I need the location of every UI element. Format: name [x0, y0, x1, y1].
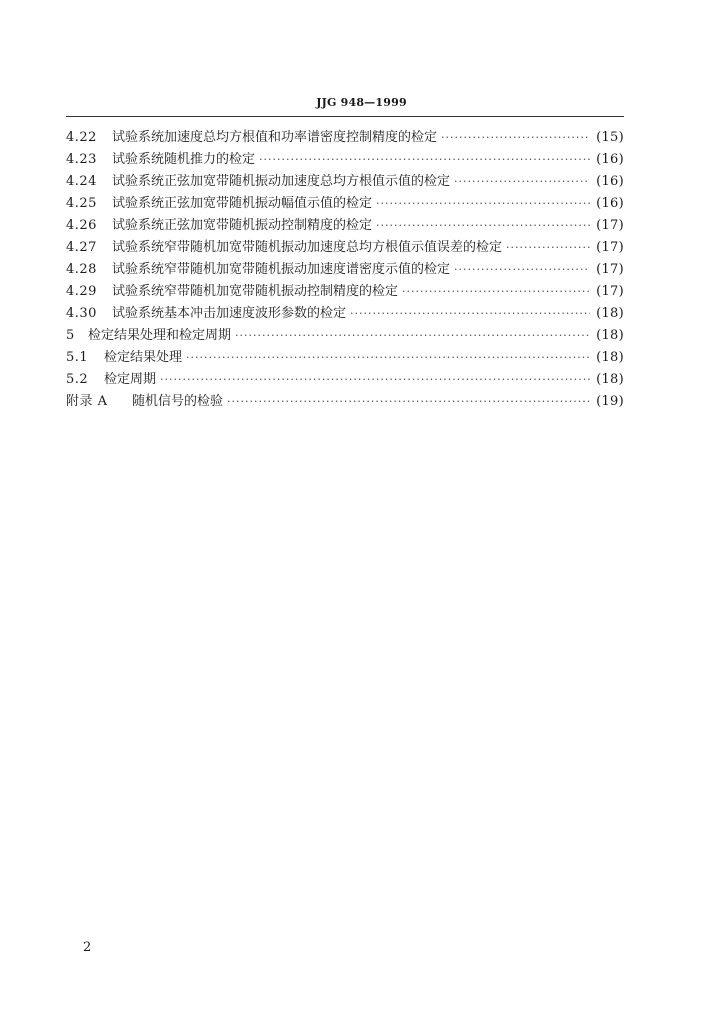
toc-entry-number: 4.29: [66, 284, 97, 299]
toc-entry-4-30[interactable]: [66, 303, 624, 325]
toc-entry-4-25[interactable]: [66, 193, 624, 215]
toc-entry-4-22[interactable]: [66, 127, 624, 149]
toc-entry-5[interactable]: [66, 325, 624, 347]
toc-entry-title: 检定结果处理和检定周期: [88, 328, 232, 343]
toc-entry-title: 试验系统加速度总均方根值和功率谱密度控制精度的检定: [112, 130, 438, 145]
toc-entry-number: 5.1: [66, 350, 89, 365]
toc-entry-number: 附录 A: [66, 394, 108, 409]
toc-entry-number: 4.22: [66, 130, 97, 145]
toc-entry-number: 4.27: [66, 240, 97, 255]
toc-entry-title: 随机信号的检验: [132, 394, 224, 409]
toc-entry-page: (18): [596, 372, 624, 387]
toc-leader-dots: [376, 215, 590, 237]
toc-entry-title: 试验系统基本冲击加速度波形参数的检定: [112, 306, 347, 321]
toc-entry-4-27[interactable]: [66, 237, 624, 259]
toc-entry-title: 试验系统随机推力的检定: [112, 152, 256, 167]
toc-entry-number: 5.2: [66, 372, 89, 387]
toc-entry-title: 试验系统正弦加宽带随机振动幅值示值的检定: [112, 196, 373, 211]
toc-entry-page: (17): [596, 240, 624, 255]
document-header-code: JJG 948—1999: [316, 96, 407, 109]
toc-leader-dots: [235, 325, 590, 347]
toc-entry-page: (16): [596, 174, 624, 189]
toc-entry-title: 试验系统窄带随机加宽带随机振动加速度谱密度示值的检定: [112, 262, 451, 277]
header-rule: [66, 116, 624, 117]
toc-entry-4-24[interactable]: [66, 171, 624, 193]
page-number: 2: [83, 940, 92, 955]
toc-entry-page: (17): [596, 284, 624, 299]
toc-entry-title: 试验系统正弦加宽带随机振动控制精度的检定: [112, 218, 373, 233]
toc-entry-number: 4.28: [66, 262, 97, 277]
toc-entry-number: 4.25: [66, 196, 97, 211]
toc-leader-dots: [350, 303, 590, 325]
toc-entry-title: 检定结果处理: [104, 350, 183, 365]
toc-entry-page: (18): [596, 328, 624, 343]
toc-leader-dots: [186, 347, 590, 369]
toc-entry-number: 4.26: [66, 218, 97, 233]
toc-entry-4-29[interactable]: [66, 281, 624, 303]
toc-leader-dots: [441, 127, 590, 149]
table-of-contents: [66, 127, 624, 413]
toc-leader-dots: [454, 171, 590, 193]
toc-entry-number: 4.30: [66, 306, 97, 321]
toc-entry-4-26[interactable]: [66, 215, 624, 237]
toc-entry-5-2[interactable]: [66, 369, 624, 391]
toc-leader-dots: [402, 281, 590, 303]
toc-entry-4-23[interactable]: [66, 149, 624, 171]
toc-entry-page: (16): [596, 196, 624, 211]
toc-entry-title: 试验系统窄带随机加宽带随机振动加速度总均方根值示值误差的检定: [112, 240, 503, 255]
toc-entry-page: (16): [596, 152, 624, 167]
toc-entry-page: (18): [596, 350, 624, 365]
toc-entry-page: (15): [596, 130, 624, 145]
toc-entry-appendix-a[interactable]: [66, 391, 624, 413]
toc-leader-dots: [506, 237, 590, 259]
toc-entry-page: (19): [596, 394, 624, 409]
toc-entry-number: 4.23: [66, 152, 97, 167]
toc-leader-dots: [227, 391, 590, 413]
toc-entry-number: 5: [66, 328, 75, 343]
toc-entry-page: (18): [596, 306, 624, 321]
toc-entry-page: (17): [596, 218, 624, 233]
toc-entry-title: 试验系统正弦加宽带随机振动加速度总均方根值示值的检定: [112, 174, 451, 189]
toc-entry-title: 检定周期: [104, 372, 157, 387]
toc-leader-dots: [259, 149, 590, 171]
toc-entry-page: (17): [596, 262, 624, 277]
toc-leader-dots: [376, 193, 590, 215]
toc-leader-dots: [454, 259, 590, 281]
toc-entry-5-1[interactable]: [66, 347, 624, 369]
toc-entry-number: 4.24: [66, 174, 97, 189]
toc-entry-title: 试验系统窄带随机加宽带随机振动控制精度的检定: [112, 284, 399, 299]
toc-entry-4-28[interactable]: [66, 259, 624, 281]
toc-leader-dots: [160, 369, 590, 391]
